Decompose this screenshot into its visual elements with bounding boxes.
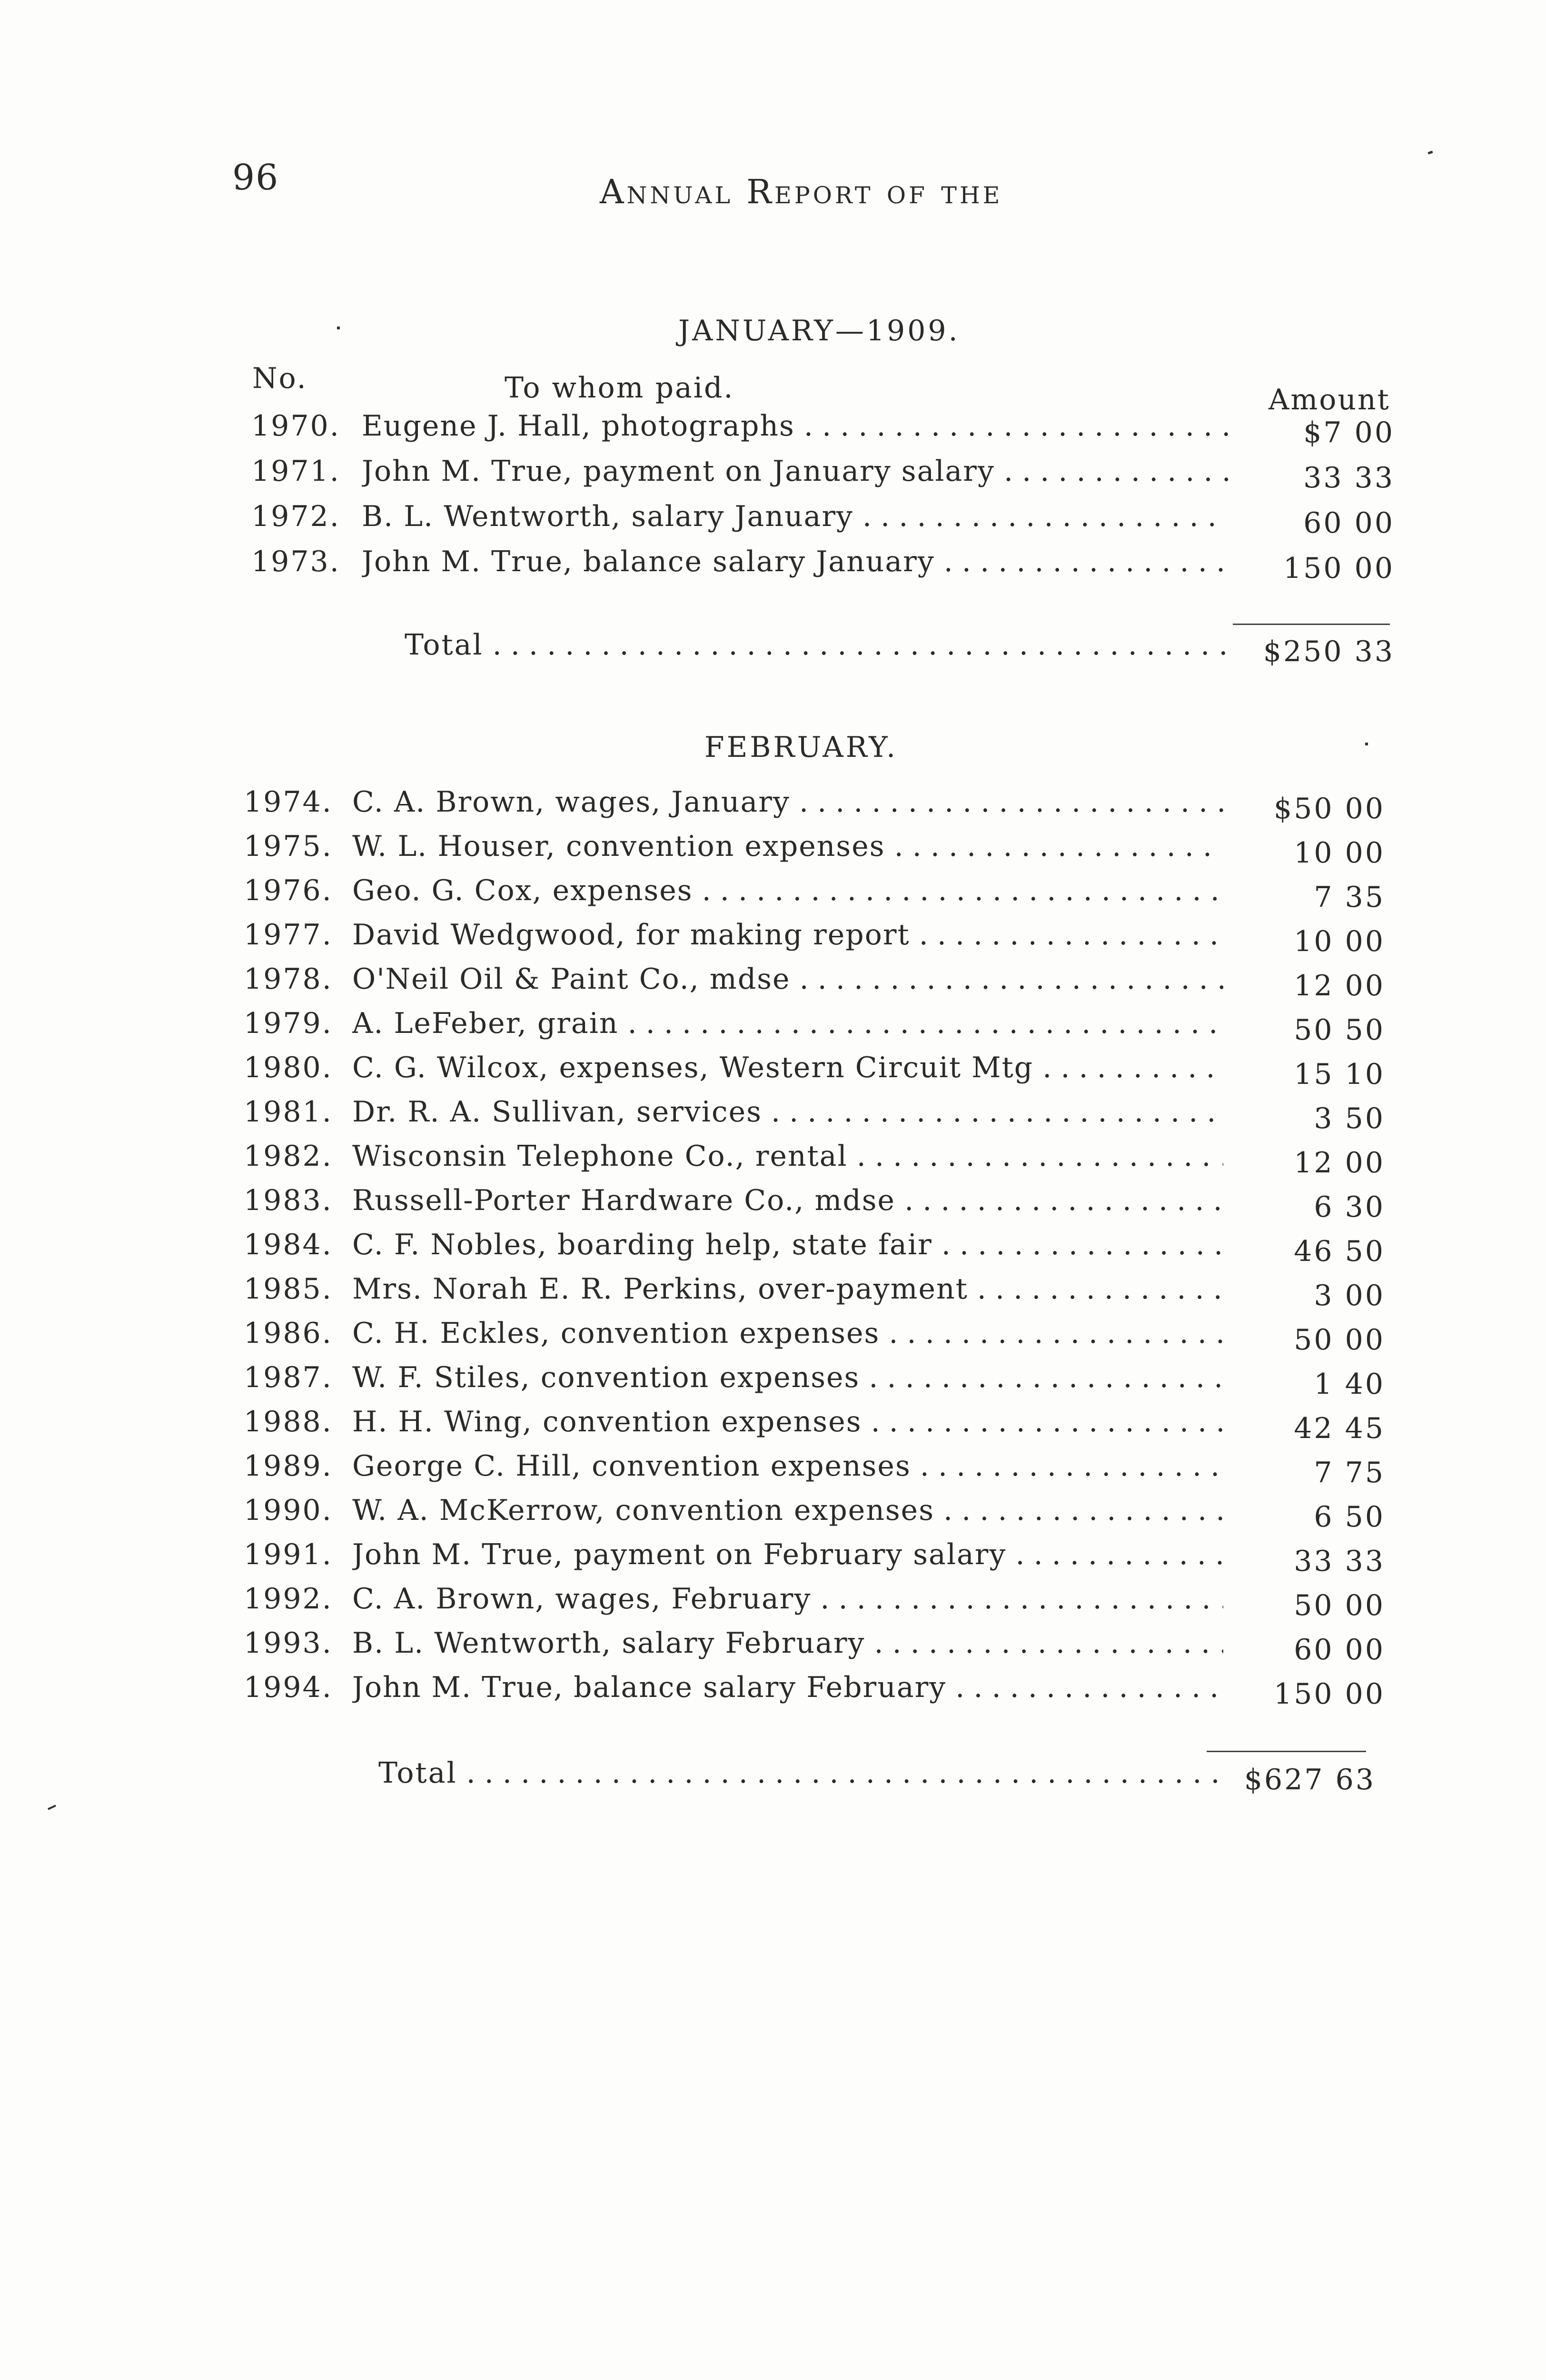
amount: 3 50 [1314,1102,1385,1135]
voucher-number: 1972. [251,500,340,533]
payee: C. A. Brown, wages, January . . . [352,785,1223,819]
amount: 50 00 [1294,1589,1385,1622]
table-row [0,500,1546,543]
total-row [0,1756,1546,1799]
table-row [0,918,1546,961]
column-header-number: No. [252,362,307,395]
table-row [0,409,1546,452]
table-row [0,1228,1546,1271]
voucher-number: 1981. [244,1095,333,1129]
voucher-number: 1985. [244,1272,333,1306]
payee: Geo. G. Cox, expenses . . . [352,874,1223,907]
amount: 10 00 [1294,925,1385,958]
total-rule [1207,1751,1366,1752]
voucher-number: 1974. [244,785,333,819]
voucher-number: 1988. [244,1405,333,1438]
amount: 33 33 [1303,461,1395,495]
amount: 12 00 [1294,969,1385,1002]
table-row [0,962,1546,1005]
payee: John M. True, balance salary January . . . [362,545,1228,578]
amount: 60 00 [1294,1633,1385,1666]
table-row [0,1582,1546,1625]
voucher-number: 1994. [244,1671,333,1704]
payee: George C. Hill, convention expenses . . . [352,1449,1223,1483]
payee: W. L. Houser, convention expenses . . . [352,830,1223,863]
payee: John M. True, balance salary February . . . [352,1671,1223,1704]
amount: 46 50 [1294,1235,1385,1268]
payee: B. L. Wentworth, salary January . . . [362,500,1228,533]
total-label: Total . . . [378,1756,1223,1790]
table-row [0,1494,1546,1537]
payee: John M. True, payment on February salary . . . [352,1538,1223,1571]
amount: 10 00 [1294,836,1385,870]
voucher-number: 1971. [251,455,340,488]
payee: Eugene J. Hall, photographs . . . [362,409,1228,443]
table-row [0,1272,1546,1315]
payee: John M. True, payment on January salary . . . [362,455,1228,488]
table-row [0,874,1546,917]
amount: $7 00 [1303,416,1395,449]
voucher-number: 1992. [244,1582,333,1616]
scan-mark [1427,150,1433,154]
amount: 6 30 [1314,1190,1385,1224]
payee: C. F. Nobles, boarding help, state fair . . . [352,1228,1223,1261]
february-title: FEBRUARY. [704,731,898,764]
payee: B. L. Wentworth, salary February . . . [352,1626,1223,1660]
payee: Wisconsin Telephone Co., rental . . . [352,1140,1223,1173]
voucher-number: 1986. [244,1317,333,1350]
amount: 12 00 [1294,1146,1385,1180]
voucher-number: 1993. [244,1626,333,1660]
amount: 7 35 [1314,881,1385,914]
table-row [0,1007,1546,1050]
column-header-amount: Amount [1269,383,1390,416]
table-row [0,830,1546,873]
amount: $50 00 [1274,792,1385,825]
table-row [0,1317,1546,1359]
payee: W. F. Stiles, convention expenses . . . [352,1361,1223,1394]
amount: 1 40 [1314,1368,1385,1401]
total-amount: $250 33 [1263,635,1395,668]
voucher-number: 1983. [244,1184,333,1217]
table-row [0,1140,1546,1182]
total-rule [1233,624,1390,625]
column-header-payee: To whom paid. [505,371,734,405]
amount: 60 00 [1303,506,1395,540]
table-row [0,1184,1546,1227]
table-row [0,1538,1546,1581]
voucher-number: 1977. [244,918,333,952]
voucher-number: 1980. [244,1051,333,1084]
amount: 50 00 [1294,1323,1385,1357]
table-row [0,1405,1546,1448]
payee: H. H. Wing, convention expenses . . . [352,1405,1223,1438]
payee: W. A. McKerrow, convention expenses . . . [352,1494,1223,1527]
amount: 15 10 [1294,1058,1385,1091]
voucher-number: 1976. [244,874,333,907]
amount: 50 50 [1294,1013,1385,1047]
voucher-number: 1970. [251,409,340,443]
table-row [0,455,1546,497]
table-row [0,1095,1546,1138]
amount: 150 00 [1274,1677,1385,1711]
payee: David Wedgwood, for making report . . . [352,918,1223,952]
table-row [0,1626,1546,1669]
table-row [0,1671,1546,1714]
voucher-number: 1978. [244,962,333,996]
amount: 3 00 [1314,1279,1385,1312]
payee: Russell-Porter Hardware Co., mdse . . . [352,1184,1223,1217]
voucher-number: 1982. [244,1140,333,1173]
voucher-number: 1973. [251,545,340,578]
payee: A. LeFeber, grain . . . [352,1007,1223,1040]
voucher-number: 1984. [244,1228,333,1261]
amount: 150 00 [1283,552,1395,585]
voucher-number: 1990. [244,1494,333,1527]
amount: 7 75 [1314,1456,1385,1489]
running-head: Annual Report of the [600,172,1003,211]
table-row [0,545,1546,588]
amount: 42 45 [1294,1412,1385,1445]
payee: C. H. Eckles, convention expenses . . . [352,1317,1223,1350]
voucher-number: 1991. [244,1538,333,1571]
voucher-number: 1987. [244,1361,333,1394]
table-row [0,1449,1546,1492]
total-label: Total . . . [405,628,1228,662]
payee: Dr. R. A. Sullivan, services . . . [352,1095,1223,1129]
payee: C. G. Wilcox, expenses, Western Circuit Mtg . . . [352,1051,1223,1084]
scan-mark [337,327,340,329]
table-row [0,1051,1546,1094]
voucher-number: 1979. [244,1007,333,1040]
total-amount: $627 63 [1244,1763,1376,1796]
table-row [0,1361,1546,1404]
table-row [0,785,1546,828]
payee: C. A. Brown, wages, February . . . [352,1582,1223,1616]
total-row [0,628,1546,671]
voucher-number: 1989. [244,1449,333,1483]
scan-mark [48,1805,56,1810]
voucher-number: 1975. [244,830,333,863]
page-number: 96 [232,157,279,198]
scan-mark [1365,743,1368,745]
january-title: JANUARY—1909. [678,314,960,347]
payee: Mrs. Norah E. R. Perkins, over-payment . . . [352,1272,1223,1306]
amount: 6 50 [1314,1500,1385,1534]
amount: 33 33 [1294,1545,1385,1578]
payee: O'Neil Oil & Paint Co., mdse . . . [352,962,1223,996]
